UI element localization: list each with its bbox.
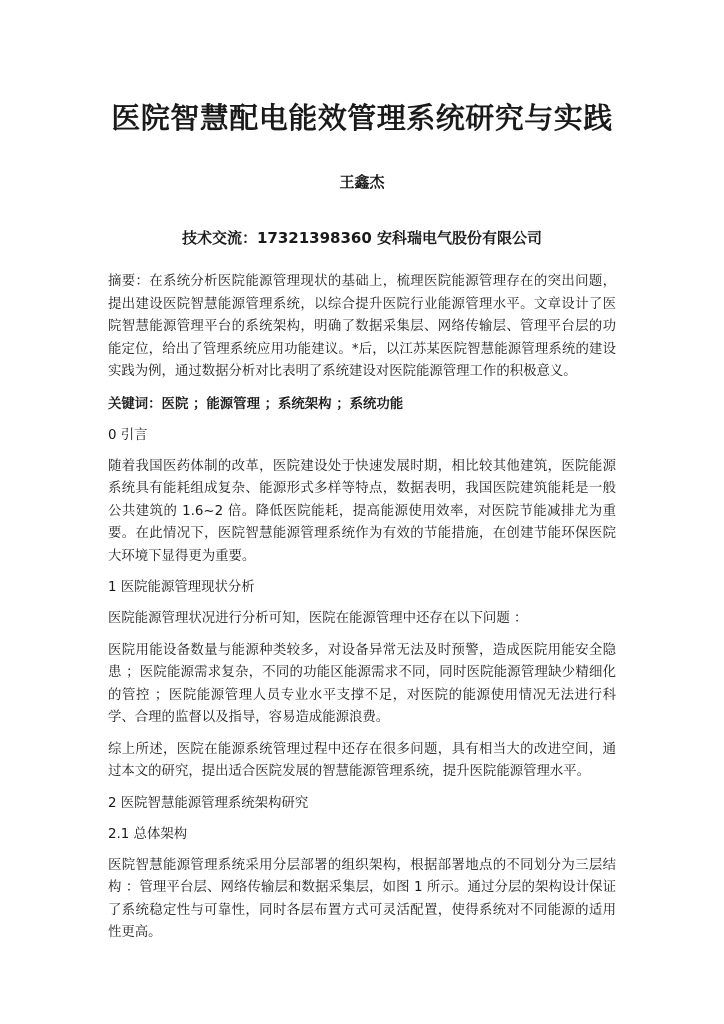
section-heading-introduction: 0 引言 [108, 427, 148, 443]
paper-title: 医院智慧配电能效管理系统研究与实践 [111, 101, 613, 135]
abstract-paragraph: 摘要：在系统分析医院能源管理现状的基础上，梳理医院能源管理存在的突出问题，提出建设医院智慧能源管理系统，以综合提升医院行业能源管理水平。文章设计了医院智慧能源管理平台的系统架构，明确了数据采集层、网络传输层、管理平台层的功能定位，给出了管理系统应用功能建议。*后，以江苏某医院智慧能源管理系统的建设实践为例，通过数据分析对比表明了系统建设对医院能源管理工作的积极意义。 [108, 274, 616, 379]
subsection-heading-overall-architecture: 2.1 总体架构 [108, 826, 188, 842]
author-name: 王鑫杰 [339, 173, 385, 191]
keywords-line: 关键词：医院 ；能源管理 ；系统架构 ；系统功能 [108, 396, 404, 412]
status-analysis-paragraph-2: 医院用能设备数量与能源种类较多，对设备异常无法及时预警，造成医院用能安全隐患 ；医院能源需求复杂，不同的功能区能源需求不同，同时医院能源管理缺少精细化的管控 ；医院能源管理人员专业水平支撑不足，对医院的能源使用情况无法进行科学、合理的监督以及指导，容易造成能源浪费。 [108, 642, 616, 725]
section-heading-architecture: 2 医院智慧能源管理系统架构研究 [108, 795, 309, 811]
status-analysis-paragraph-1: 医院能源管理状况进行分析可知，医院在能源管理中还存在以下问题 ： [108, 611, 528, 626]
contact-line: 技术交流：17321398360 安科瑞电气股份有限公司 [181, 229, 543, 247]
status-analysis-paragraph-3: 综上所述，医院在能源系统管理过程中还存在很多问题，具有相当大的改进空间，通过本文的研究，提出适合医院发展的智慧能源管理系统，提升医院能源管理水平。 [108, 741, 616, 779]
overall-architecture-paragraph: 医院智慧能源管理系统采用分层部署的组织架构，根据部署地点的不同划分为三层结构 ：管理平台层、网络传输层和数据采集层，如图 1 所示。通过分层的架构设计保证了系统稳定性与可靠性，同时各层布置方式可灵活配置，使得系统对不同能源的适用性更高。 [108, 857, 616, 940]
introduction-paragraph: 随着我国医药体制的改革，医院建设处于快速发展时期，相比较其他建筑，医院能源系统具有能耗组成复杂、能源形式多样等特点，数据表明，我国医院建筑能耗是一般公共建筑的 1.6~2 倍。降低医院能耗，提高能源使用效率，对医院节能减排尤为重要。在此情况下，医院智慧能源管理系统作为有效的节能措施，在创建节能环保医院大环境下显得更为重要。 [108, 458, 616, 564]
section-heading-status-analysis: 1 医院能源管理现状分析 [108, 580, 255, 595]
